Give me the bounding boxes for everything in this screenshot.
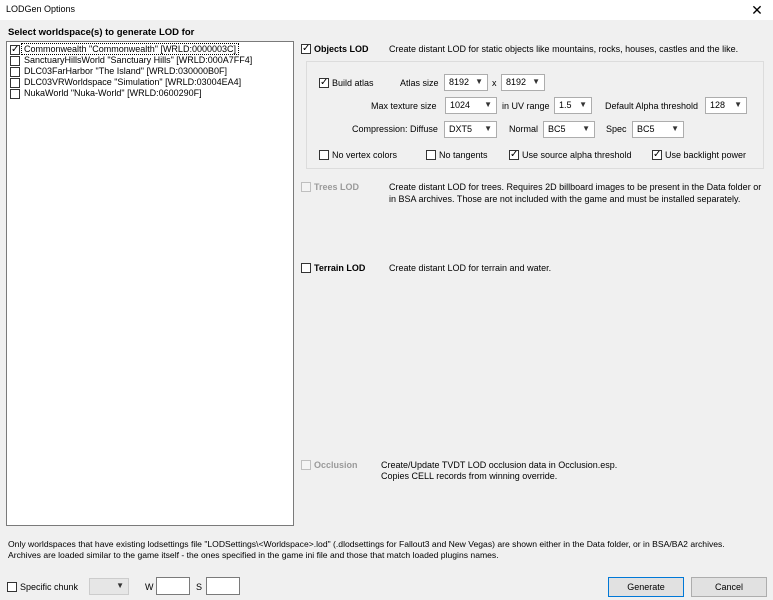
footer-note-line-1: Only worldspaces that have existing lodsettings file "LODSettings\<Worldspace>.lod" (.dlodsettings for Fallout3 and New Vegas) are shown either in the Data folder, or in BSA/BA2 archives. [8, 539, 725, 549]
max-texture-size-select[interactable] [445, 97, 497, 114]
chevron-down-icon: ▼ [484, 124, 492, 133]
w-input[interactable] [156, 577, 190, 595]
atlas-size-label: Atlas size [400, 78, 439, 88]
terrain-lod-description: Create distant LOD for terrain and water. [389, 263, 552, 273]
uv-range-value: 1.5 [559, 100, 572, 110]
trees-lod-description-line-1: Create distant LOD for trees. Requires 2D billboard images to be present in the Data folder or [389, 182, 762, 192]
occlusion-checkbox[interactable] [301, 460, 311, 470]
terrain-lod-label: Terrain LOD [314, 263, 366, 273]
window-title: LODGen Options [6, 4, 76, 14]
max-texture-size-value: 1024 [450, 100, 471, 110]
objects-lod-label: Objects LOD [314, 44, 369, 54]
specific-chunk-checkbox[interactable] [7, 582, 17, 592]
worldspace-checkbox[interactable] [10, 67, 20, 77]
compression-diffuse-label: Compression: Diffuse [352, 124, 438, 134]
objects-lod-description: Create distant LOD for static objects like mountains, rocks, houses, castles and the like. [389, 44, 739, 54]
chevron-down-icon: ▼ [532, 77, 540, 86]
spec-compression-value: BC5 [637, 124, 655, 134]
specific-chunk-select[interactable] [89, 578, 129, 595]
worldspace-label: Commonwealth "Commonwealth" [WRLD:0000003C] [24, 44, 236, 54]
uv-range-select[interactable] [554, 97, 592, 114]
worldspace-label: NukaWorld "Nuka-World" [WRLD:0600290F] [24, 88, 202, 98]
atlas-width-value: 8192 [449, 77, 470, 87]
worldspace-list-header: Select worldspace(s) to generate LOD for [8, 27, 195, 38]
w-label: W [145, 582, 154, 592]
cancel-button[interactable]: Cancel [691, 577, 767, 597]
chevron-down-icon: ▼ [734, 100, 742, 109]
max-texture-size-label: Max texture size [371, 101, 437, 111]
build-atlas-checkbox[interactable]: ✓ [320, 77, 329, 88]
use-backlight-label: Use backlight power [665, 150, 747, 160]
chevron-down-icon: ▼ [579, 100, 587, 109]
occlusion-description-line-1: Create/Update TVDT LOD occlusion data in Occlusion.esp. [381, 460, 618, 470]
alpha-threshold-value: 128 [710, 100, 726, 110]
title-bar [0, 0, 773, 20]
occlusion-label: Occlusion [314, 460, 358, 470]
uv-range-label: in UV range [502, 101, 550, 111]
worldspace-listbox[interactable] [6, 41, 294, 526]
no-vertex-colors-checkbox[interactable] [319, 150, 329, 160]
occlusion-description-line-2: Copies CELL records from winning override. [381, 471, 558, 481]
no-tangents-checkbox[interactable] [426, 150, 436, 160]
use-source-alpha-checkbox[interactable]: ✓ [510, 149, 519, 160]
no-tangents-label: No tangents [439, 150, 488, 160]
chevron-down-icon: ▼ [582, 124, 590, 133]
worldspace-label: SanctuaryHillsWorld "Sanctuary Hills" [WRLD:000A7FF4] [24, 55, 253, 65]
s-label: S [196, 582, 203, 592]
compression-diffuse-select[interactable] [444, 121, 497, 138]
atlas-height-value: 8192 [506, 77, 527, 87]
trees-lod-label: Trees LOD [314, 182, 360, 192]
footer-note-line-2: Archives are loaded similar to the game itself - the ones specified in the game ini file and those that match loaded plugins names. [8, 550, 499, 560]
use-backlight-checkbox[interactable]: ✓ [653, 149, 662, 160]
worldspace-checkbox[interactable] [10, 56, 20, 66]
alpha-threshold-select[interactable] [705, 97, 747, 114]
chevron-down-icon: ▼ [671, 124, 679, 133]
objects-lod-checkbox[interactable]: ✓ [302, 43, 311, 54]
worldspace-checkbox[interactable]: ✓ [11, 44, 20, 55]
build-atlas-label: Build atlas [332, 78, 374, 88]
chevron-down-icon: ▼ [475, 77, 483, 86]
atlas-x-label: x [492, 78, 497, 88]
use-source-alpha-label: Use source alpha threshold [522, 150, 632, 160]
trees-lod-description-line-2: in BSA archives. Those are not included with the game and must be installed separately. [389, 194, 741, 204]
close-icon[interactable]: ✕ [751, 2, 763, 18]
atlas-height-select[interactable] [501, 74, 545, 91]
worldspace-checkbox[interactable] [10, 78, 20, 88]
normal-label: Normal [509, 124, 539, 134]
spec-compression-select[interactable] [632, 121, 684, 138]
normal-compression-select[interactable] [543, 121, 595, 138]
worldspace-label: DLC03VRWorldspace "Simulation" [WRLD:03004EA4] [24, 77, 242, 87]
alpha-threshold-label: Default Alpha threshold [605, 101, 699, 111]
normal-compression-value: BC5 [548, 124, 566, 134]
terrain-lod-checkbox[interactable] [301, 263, 311, 273]
compression-diffuse-value: DXT5 [449, 124, 473, 134]
chevron-down-icon: ▼ [484, 100, 492, 109]
no-vertex-colors-label: No vertex colors [332, 150, 398, 160]
atlas-width-select[interactable] [444, 74, 488, 91]
specific-chunk-label: Specific chunk [20, 582, 79, 592]
generate-button[interactable]: Generate [608, 577, 684, 597]
chevron-down-icon: ▼ [116, 581, 124, 590]
trees-lod-checkbox[interactable] [301, 182, 311, 192]
worldspace-checkbox[interactable] [10, 89, 20, 99]
s-input[interactable] [206, 577, 240, 595]
worldspace-label: DLC03FarHarbor "The Island" [WRLD:030000B0F] [24, 66, 227, 76]
spec-label: Spec [606, 124, 627, 134]
